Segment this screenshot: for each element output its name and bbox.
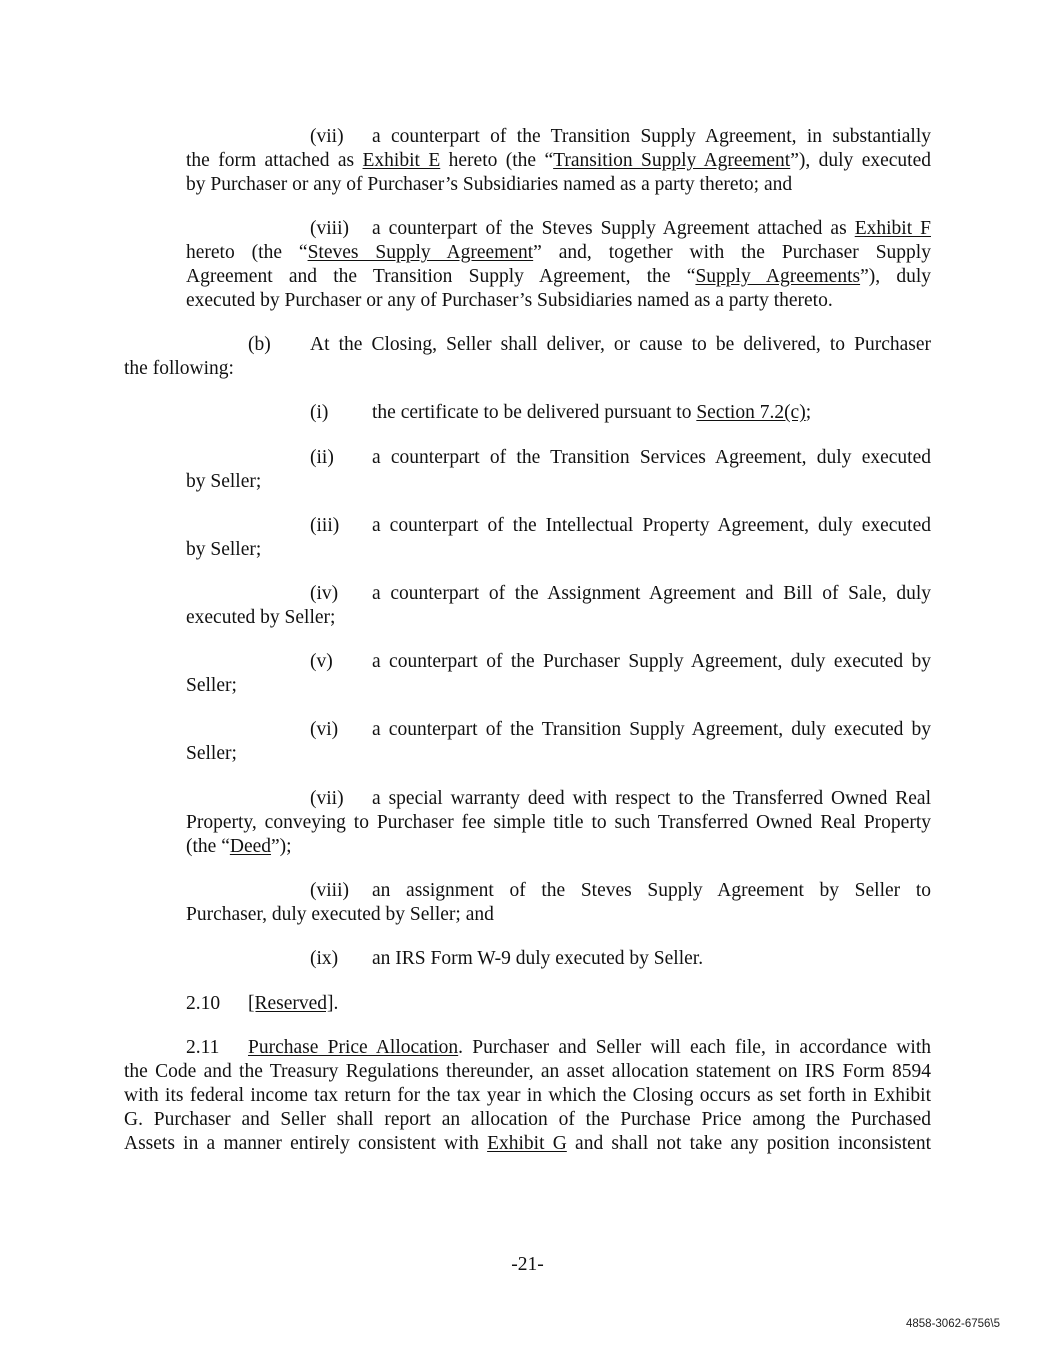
paragraph-b-vi: (vi) a counterpart of the Transition Supply Agreement, duly executed by Seller; (186, 719, 931, 764)
document-id: 4858-3062-6756\5 (906, 1318, 1000, 1330)
defined-term: Transition Supply Agreement (553, 150, 791, 171)
paragraph-b-iii: (iii) a counterpart of the Intellectual Property Agreement, duly executed by Seller; (186, 515, 931, 560)
paragraph-a-viii: (viii) a counterpart of the Steves Supply Agreement attached as Exhibit F hereto (the “Steves Supply Agreement” and, together with the Purchaser Supply Agreement and the Transition Supply Agreement, the “Supply Agreements”), duly executed by Purchaser or any of Purchaser’s Subsidiaries named as a party thereto. (186, 218, 931, 311)
item-label: (vii) (310, 126, 344, 147)
defined-term: Deed (229, 836, 272, 857)
section-number: 2.11 (186, 1037, 220, 1058)
item-label: (v) (310, 651, 333, 672)
section-title: Purchase Price Allocation (248, 1037, 459, 1058)
exhibit-f-link: Exhibit F (854, 218, 931, 239)
exhibit-e-link: Exhibit E (362, 150, 441, 171)
paragraph-b-v: (v) a counterpart of the Purchaser Supply Agreement, duly executed by Seller; (186, 651, 931, 696)
item-label: (iii) (310, 515, 340, 536)
defined-term: Steves Supply Agreement (307, 242, 534, 263)
defined-term: Supply Agreements (695, 266, 861, 287)
item-label: (vi) (310, 719, 339, 740)
item-label: (ix) (310, 948, 339, 969)
item-label: (b) (248, 334, 271, 355)
paragraph-b-viii: (viii) an assignment of the Steves Supply Agreement by Seller to Purchaser, duly executed by Seller; and (186, 880, 931, 925)
paragraph-b-i: (i) the certificate to be delivered pursuant to Section 7.2(c); (310, 402, 812, 423)
section-reference: Section 7.2(c) (696, 402, 806, 423)
paragraph-b-vii: (vii) a special warranty deed with respect to the Transferred Owned Real Property, conveying to Purchaser fee simple title to such Transferred Owned Real Property (the “Deed”); (186, 788, 931, 857)
paragraph-b-iv: (iv) a counterpart of the Assignment Agreement and Bill of Sale, duly executed by Seller; (186, 583, 931, 628)
exhibit-g-link: Exhibit G (487, 1133, 567, 1154)
item-label: (vii) (310, 788, 344, 809)
item-label: (viii) (310, 218, 349, 239)
item-label: (iv) (310, 583, 339, 604)
item-label: (viii) (310, 880, 349, 901)
paragraph-a-vii: (vii) a counterpart of the Transition Supply Agreement, in substantially the form attached as Exhibit E hereto (the “Transition Supply Agreement”), duly executed by Purchaser or any of Purchaser’s Subsidiaries named as a party thereto; and (186, 126, 931, 195)
item-label: (i) (310, 402, 329, 423)
section-title: [Reserved] (248, 993, 334, 1014)
paragraph-b: (b) At the Closing, Seller shall deliver, or cause to be delivered, to Purchaser the following: (124, 334, 931, 379)
item-label: (ii) (310, 447, 334, 468)
paragraph-b-ii: (ii) a counterpart of the Transition Services Agreement, duly executed by Seller; (186, 447, 931, 492)
page-number: -21- (511, 1254, 544, 1275)
section-2-10: 2.10 [Reserved]. (186, 993, 339, 1014)
section-2-11: 2.11 Purchase Price Allocation. Purchaser and Seller will each file, in accordance with the Code and the Treasury Regulations thereunder, an asset allocation statement on IRS Form 8594 with its federal income tax return for the tax year in which the Closing occurs as set forth in Exhibit G. Purchaser and Seller shall report an allocation of the Purchase Price among the Purchased Assets in a manner entirely consistent with Exhibit G and shall not take any position inconsistent (124, 1037, 931, 1154)
section-number: 2.10 (186, 993, 221, 1014)
paragraph-b-ix: (ix) an IRS Form W-9 duly executed by Seller. (310, 948, 704, 969)
